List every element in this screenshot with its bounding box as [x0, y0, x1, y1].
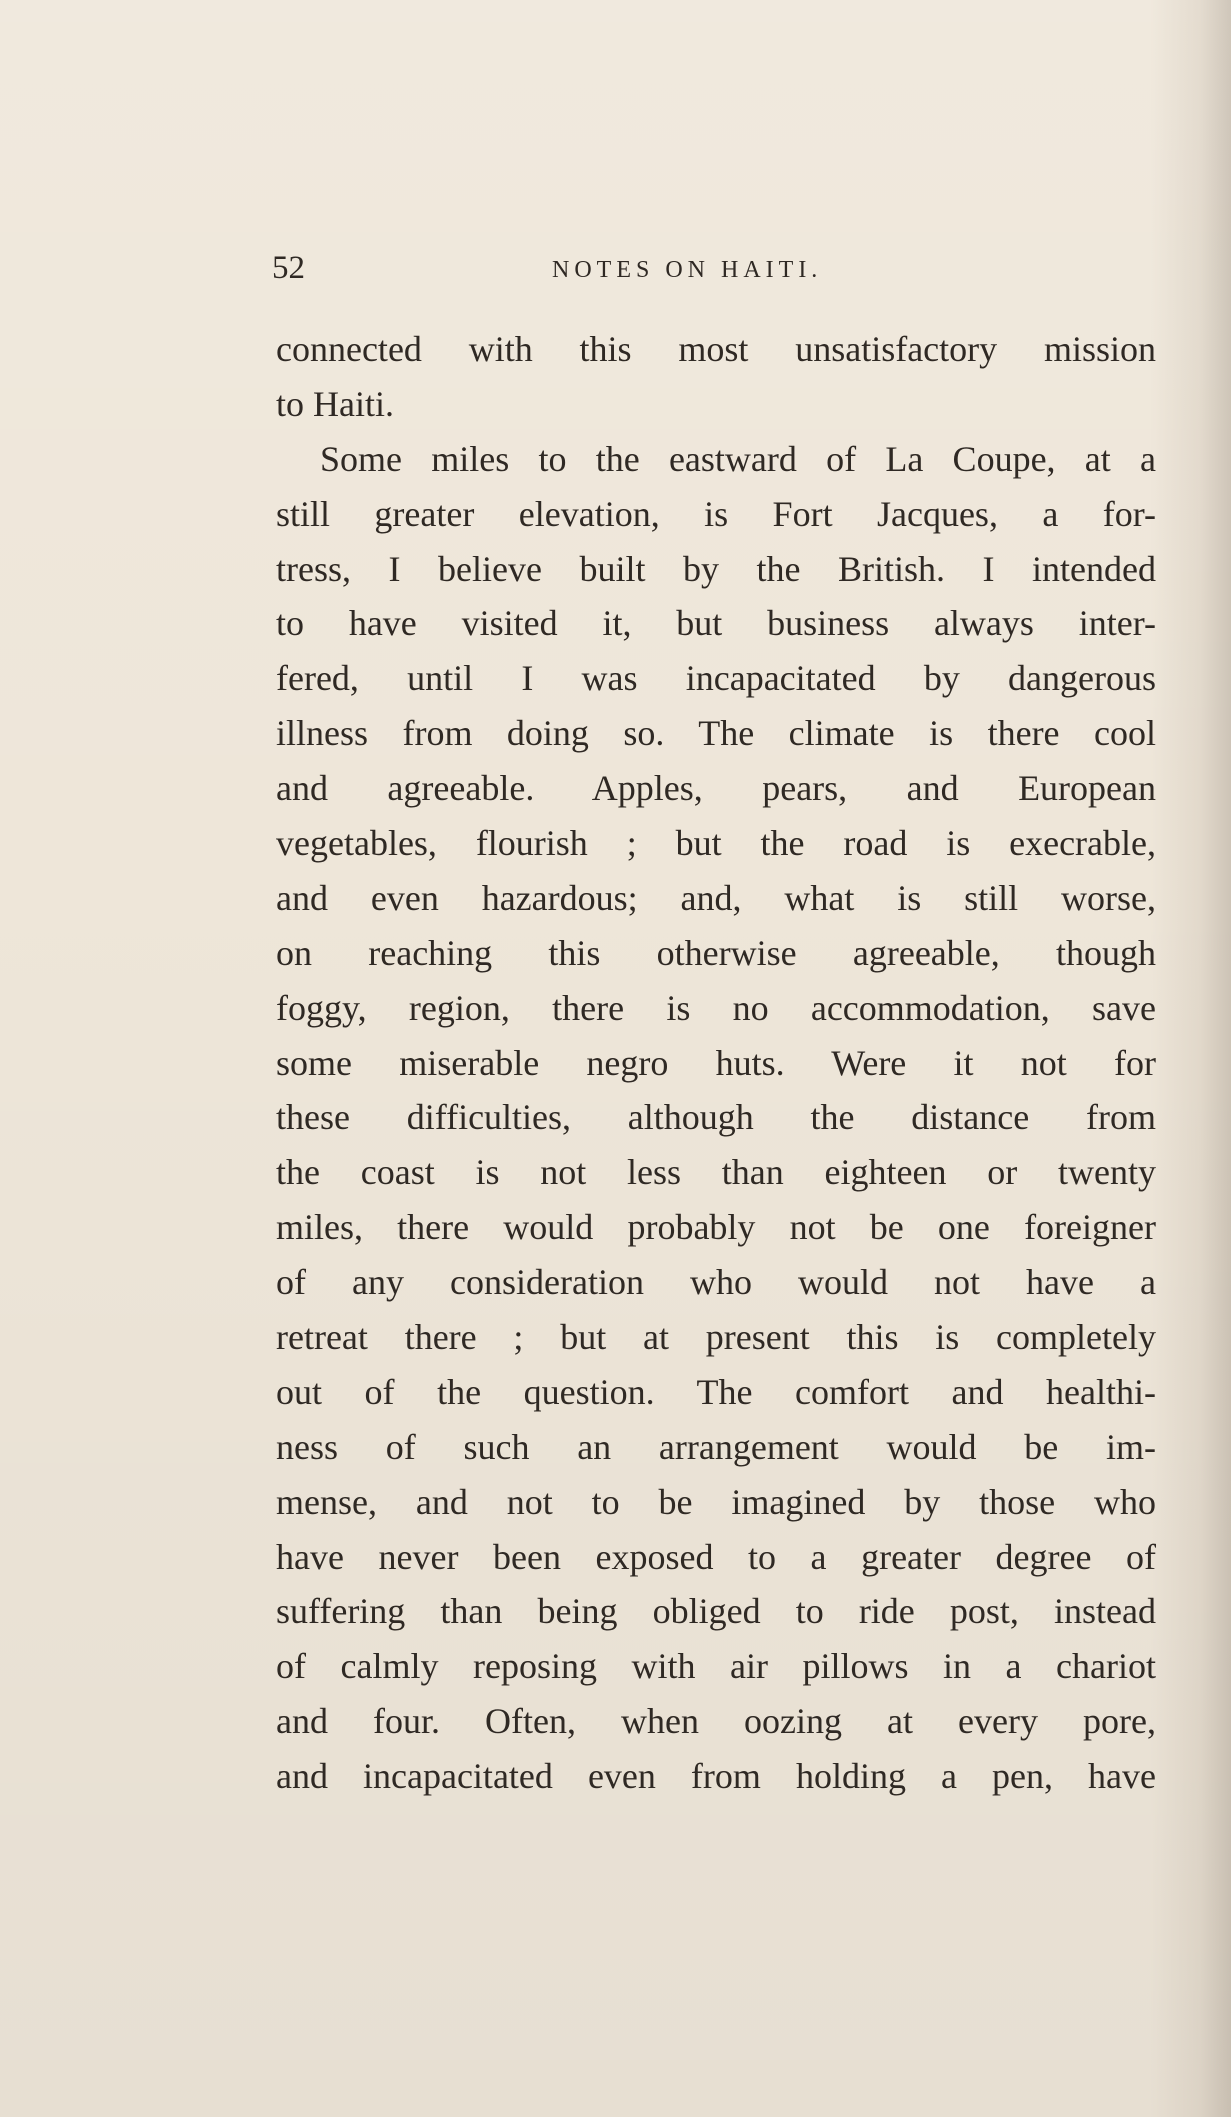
running-title: NOTES ON HAITI. — [552, 257, 823, 283]
text-line: have never been exposed to a greater degree of — [276, 1536, 1156, 1577]
text-line: illness from doing so. The climate is there cool — [276, 713, 1156, 754]
text-line: on reaching this otherwise agreeable, though — [276, 932, 1156, 973]
text-line: suffering than being obliged to ride post, instead — [276, 1591, 1156, 1632]
text-line: the coast is not less than eighteen or twenty — [276, 1152, 1156, 1193]
text-line: miles, there would probably not be one foreigner — [276, 1207, 1156, 1248]
page-number: 52 — [272, 250, 305, 286]
text-line: vegetables, flourish ; but the road is execrable, — [276, 823, 1156, 864]
text-line: mense, and not to be imagined by those who — [276, 1481, 1156, 1522]
text-line: out of the question. The comfort and healthi- — [276, 1371, 1156, 1412]
text-line: these difficulties, although the distance from — [276, 1097, 1156, 1138]
text-line: to have visited it, but business always inter- — [276, 603, 1156, 644]
body-text — [276, 322, 1156, 1804]
text-line: and agreeable. Apples, pears, and European — [276, 768, 1156, 809]
text-line: ness of such an arrangement would be im- — [276, 1426, 1156, 1467]
text-line: of any consideration who would not have a — [276, 1262, 1156, 1303]
text-line: still greater elevation, is Fort Jacques, a for- — [276, 493, 1156, 534]
text-line: tress, I believe built by the British. I intended — [276, 548, 1156, 589]
text-line: retreat there ; but at present this is completely — [276, 1317, 1156, 1358]
text-line: foggy, region, there is no accommodation, save — [276, 987, 1156, 1028]
text-line: and four. Often, when oozing at every pore, — [276, 1701, 1156, 1742]
text-line: some miserable negro huts. Were it not for — [276, 1042, 1156, 1083]
text-line: and even hazardous; and, what is still worse, — [276, 877, 1156, 918]
text-line: of calmly reposing with air pillows in a chariot — [276, 1646, 1156, 1687]
text-line: connected with this most unsatisfactory mission — [276, 329, 1156, 369]
text-line: to Haiti. — [276, 383, 394, 424]
page-header — [272, 246, 1152, 290]
text-line: fered, until I was incapacitated by dangerous — [276, 658, 1156, 699]
text-line: and incapacitated even from holding a pen, have — [276, 1756, 1156, 1797]
text-line: Some miles to the eastward of La Coupe, at a — [320, 438, 1156, 479]
